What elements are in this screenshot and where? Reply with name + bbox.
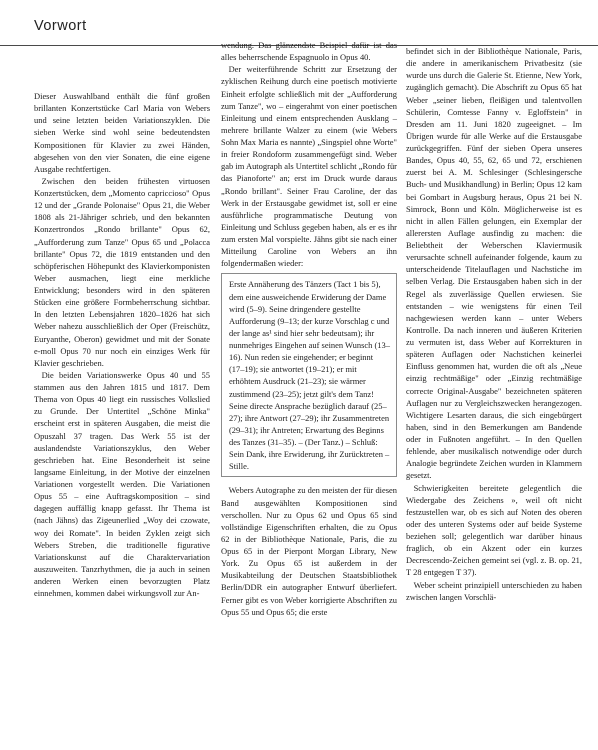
paragraph: wendung. Das glänzendste Beispiel dafür ist das alles beherrschende Espagnuolo in Opus 40. [221,40,397,63]
paragraph: Der weiterführende Schritt zur Ersetzung der zyklischen Reihung durch eine poetisch motivierte Einheit erfolgte schließlich mit der „Aufforderung zum Tanze", wo – eingerahmt von einer poetischen Einleitung und einem entsprechenden Ausklang – mehrere brillante Walzer zu einem (wie Webers Sohn Max Maria es nannte) „Singspiel ohne Worte" in freier Rondoform zusammengefügt sind. Weber gab im Autograph als Untertitel schlicht „Rondo für das Pianoforte" an; erst im Druck wurde daraus „Rondo brillant". Seiner Frau Caroline, der das Werk in der Erstausgabe gewidmet ist, soll er eine ausführliche programmatische Deutung von Einleitung und Schluss gegeben haben, als er es ihr zum ersten Mal vorspielte. Jähns gibt sie nach einer Mitteilung Caroline von Webers an ihn folgendermaßen wieder: [221,64,397,269]
text-column-2 [221,39,397,618]
paragraph: befindet sich in der Bibliothèque Nationale, Paris, die andere in amerikanischem Privatbesitz (sie wurde uns durch die Galerie St. Etienne, New York, zugänglich gemacht). Die Abschrift zu Opus 65 hat Weber „seiner lieben, fleißigen und talentvollen Schülerin, Comtesse Fanny v. Egloffstein" in Dresden am 11. Juni 1820 zugeeignet. – Im Übrigen wurde für alle Werke auf die Erstausgabe zurückgegriffen. Fünf der sieben Opera unseres Bandes, Opus 40, 55, 62, 65 und 72, erschienen zuerst bei A. M. Schlesinger (Schlesingersche Buch- und Musikhandlung) in Berlin; Opus 12 kam bei Gombart in Augsburg heraus, Opus 21 bei N. Simrock, Bonn und Köln. Möglicherweise ist es nicht in allen Fällen gelungen, ein Exemplar der allerersten Auflage ausfindig zu machen: die Beliebtheit der Weberschen Klaviermusik verursachte schnell aufeinander folgende, kaum zu unterscheidende Titelauflagen und Nachstiche im selben Verlag. Die Erstausgaben haben sich in der Regel als zuverlässige Quellen erwiesen. Sie entstanden – wie wenigstens für einen Teil nachgewiesen werden kann – unter Webers Kontrolle. Da nach inneren und äußeren Kriterien zu vermuten ist, dass Weber auf Korrekturen in späteren Auflagen oder Nachstichen keinerlei Einfluss genommen hat, wurden die oft als „Neue einzig rechtmäßige" oder „Einzig rechtmäßige correcte Original-Ausgabe" bezeichneten späteren Auflagen nur zu Vergleichszwecken herangezogen. Wichtigere Lesarten daraus, die sich eingebürgert haben, sind in den Bemerkungen am Bandende oder in Fußnoten angeführt. – In den Quellen fehlende, aber musikalisch notwendige oder durch Analogie begründete Zeichen wurden in Klammern gesetzt. [406,46,582,481]
quoted-letter: Erste Annäherung des Tänzers (Tact 1 bis 5), dem eine ausweichende Erwiderung der Dame wird (5–9). Seine dringendere gestellte Aufforderung (9–13; der kurze Vorschlag c und der lange as¹ sind hier sehr bedeutsam); ihr nunmehriges Eingehen auf seinen Wunsch (13–16). Nun reden sie eingehender; er beginnt (17–19); sie antwortet (19–21); er mit erhöhtem Ausdruck (21–23); sie wärmer zustimmend (23–25); jetzt gilt's dem Tanz! Seine directe Ansprache bezüglich darauf (25–27); ihre Antwort (27–29); ihr Zusammentreten (29–31); ihr Antreten; Erwartung des Beginns des Tanzes (31–35). – (Der Tanz.) – Schluß: Sein Dank, ihre Erwiderung, ihr Zurücktreten – Stille. [221,273,397,477]
paragraph: Schwierigkeiten bereitete gelegentlich die Wiedergabe des Zeichens », weil oft nicht festzustellen war, ob es sich auf Noten des oberen oder des unteren Systems oder auf beide Systeme beziehen soll; gelegentlich war darüber hinaus fraglich, ob ein Akzent oder ein kurzes Decrescendo-Zeichen gemeint sei (vgl. z. B. op. 21, T 28 entgegen T 37). [406,482,582,578]
text-column-3 [406,45,582,603]
paragraph: Dieser Auswahlband enthält die fünf großen brillanten Konzertstücke Carl Maria von Webers und seine letzten beiden Variationszyklen. Die sieben Werke sind wohl seine bedeutendsten Kompositionen für Klavier zu zwei Händen, abgesehen von den vier Sonaten, die eine eigene Ausgabe rechtfertigen. [34,91,210,174]
paragraph: Zwischen den beiden frühesten virtuosen Konzertstücken, dem „Momento capriccioso" Opus 12 und der „Grande Polonaise" Opus 21, die Weber 1808 als 21-Jähriger schrieb, und den bekannten Konzertrondos „Rondo brillante" Opus 62, „Aufforderung zum Tanze" Opus 65 und „Polacca brillante" Opus 72, die 1819 entstanden und den schöpferischen Höhepunkt des Klavierkomponisten Weber ausmachen, liegt eine merkliche Entwicklung; besonders wird in den späteren Stücken eine größere Formbeherrschung sichtbar. In den letzten Lebensjahren 1820–1826 hat sich Weber nahezu ausschließlich der Oper (Freischütz, Euryanthe, Oberon) gewidmet und mit der Sonate e-moll Opus 70 nur noch ein einziges Werk für Klavier geschrieben. [34,175,210,368]
paragraph: Webers Autographe zu den meisten der für diesen Band ausgewählten Kompositionen sind verschollen. Nur zu Opus 62 und Opus 65 sind vollständige Eigenschriften erhalten, die zu Opus 62 in der Bibliothèque Nationale, Paris, die zu Opus 65 in der Pierpont Morgan Library, New York. Zu Opus 65 ist außerdem in der Musikabteilung der Deutschen Staatsbibliothek Berlin/DDR ein autographer Entwurf überliefert. Ferner gibt es von Weber korrigierte Abschriften zu Opus 55 und Opus 65; die erste [221,485,397,617]
text-column-1 [34,90,210,599]
paragraph: Weber scheint prinzipiell unterschieden zu haben zwischen langen Vorschlä- [406,579,582,602]
paragraph: Die beiden Variationswerke Opus 40 und 55 stammen aus den Jahren 1815 und 1817. Dem Thema von Opus 40 liegt ein russisches Volkslied zu Grunde. Der Untertitel „Schöne Minka" erscheint erst in späteren Ausgaben, die meist die Opuszahl 37 tragen. Das Werk 55 ist der auslandendste Variationszyklus, den Weber geschrieben hat. Eine Besonderheit ist seine langsame Einleitung, in der Motive der einzelnen Variationen vorgestellt werden. Die Variationen Opus 55 – eine Auftragskomposition – sind dagegen auffällig knapp gefasst. Ihr Thema ist (nach Jähns) das Zigeunerlied „Woy dei czowate, woy dei Romate". In beiden Zyklen zeigt sich Webers Streben, die traditionelle figurative Variationskunst auf die Charaktervariation auszuweiten. Tanzrhythmen, die ja auch in seinen anderen Werken einen bevorzugten Platz einnehmen, kommen dabei wirkungsvoll zur An- [34,369,210,599]
page-title: Vorwort [34,18,87,34]
